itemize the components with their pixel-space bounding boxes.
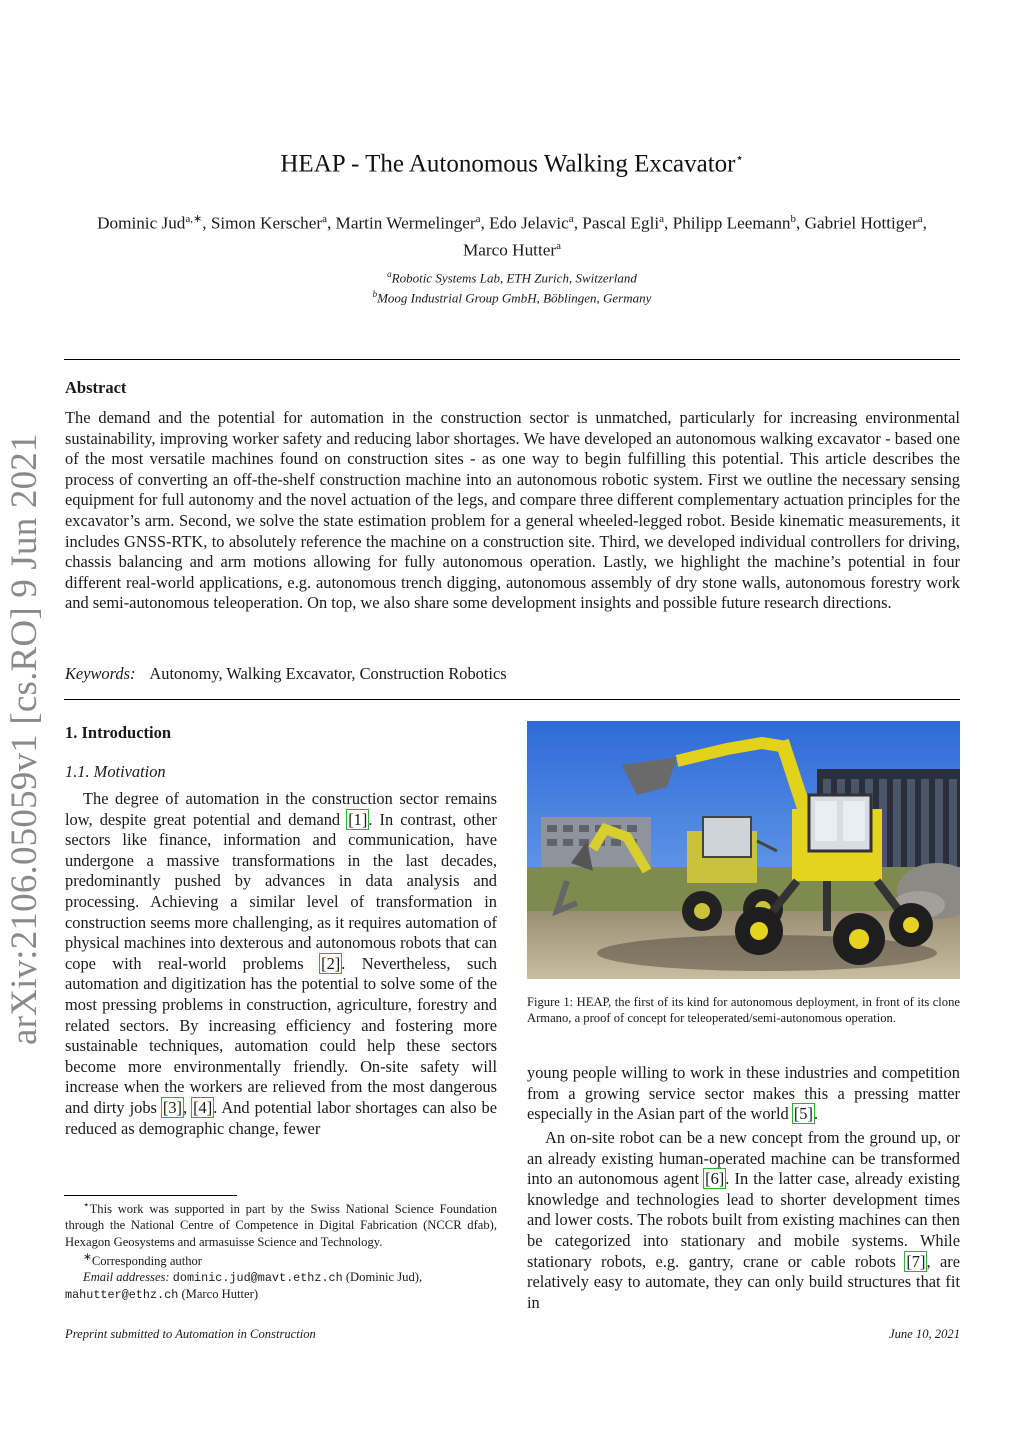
author-separator: , [664,213,673,233]
affiliation-a: $^a$Robotic Systems Lab, ETH Zurich, Switzerland [387,269,637,286]
citation-link[interactable]: [3] [162,1097,182,1117]
author-separator: , [573,213,583,233]
paper-title: HEAP - The Autonomous Walking Excavator⋆ [280,150,744,178]
author-name: Pascal Egli [582,213,660,233]
author-affiliation-mark: a [568,213,574,225]
subsection-heading: 1.1. Motivation [65,762,166,781]
email-link[interactable]: dominic.jud@mavt.ethz.ch [172,1271,343,1286]
author-affiliation-mark: a [659,213,665,225]
right-column-paragraph: An on-site robot can be a new concept from the ground up, or an already existing human-operated machine can be transformed into an autonomous agent [6]. In the latter case, already existing knowledge and technologies lead to shorter development times and lower costs. The robots built from existing machines can then be categorized into stationary and mobile systems. While stationary robots, e.g. gantry, crane or cable robots [7], are relatively easy to automate, they can only build structures that fit in [527,1128,960,1312]
keywords [65,664,507,684]
footer-date: June 10, 2021 [889,1327,960,1341]
figure-caption: Figure 1: HEAP, the first of its kind for autonomous deployment, in front of its clone Armano, a proof of concept for teleoperated/semi-autonomous operation. [527,995,960,1026]
author-affiliation-mark: a [917,213,923,225]
author-separator: , [326,213,336,233]
keywords-text: Autonomy, Walking Excavator, Construction Robotics [149,664,507,683]
funding-footnote: ⋆This work was supported in part by the Swiss National Science Foundation through the National Centre of Competence in Digital Fabrication (NCCR dfab), Hexagon Geosystems and armasuisse Science and Technology. [65,1200,497,1249]
email-footnote: Email addresses: dominic.jud@mavt.ethz.ch (Dominic Jud), [83,1270,423,1286]
citation-link[interactable]: [4] [193,1097,213,1117]
corresponding-author-footnote: ∗Corresponding author [83,1251,202,1268]
citation-link[interactable]: [1] [348,809,368,829]
abstract-divider [64,699,960,700]
citation-link[interactable]: [7] [906,1251,926,1271]
author-affiliation-mark: b [790,213,797,225]
top-divider [64,359,960,360]
affiliations [0,266,1024,307]
right-column-paragraph: young people willing to work in these industries and competition from a growing service sector makes this a pressing matter especially in the Asian part of the world [5]. [527,1063,960,1124]
abstract-heading: Abstract [65,378,127,397]
author-separator: , [796,213,805,233]
arxiv-identifier-stamp: arXiv:2106.05059v1 [cs.RO] 9 Jun 2021 [4,433,45,1045]
author-affiliation-mark: a [475,213,481,225]
author-affiliation-mark: a [556,239,561,252]
citation-link[interactable]: [6] [705,1169,725,1189]
author-separator: , [202,213,211,233]
keywords-label: Keywords: [65,664,136,683]
affiliation-b: $^b$Moog Industrial Group GmbH, Böblingen, Germany [372,289,652,306]
author-name: Philipp Leemann [672,213,791,233]
author-affiliation-mark: a [322,213,327,225]
abstract-body: The demand and the potential for automation in the construction sector is unmatched, particularly for increasing environmental sustainability, improving worker safety and reducing labor shortages. We have developed an autonomous walking excavator - based one of the most versatile machines found on construction sites - as one way to begin fulfilling this potential. This article describes the process of converting an off-the-shelf construction machine into an autonomous robotic system. First we outline the necessary sensing equipment for full autonomy and the novel actuation of the legs, and compare three different complementary actuation principles for the excavator’s arm. Second, we solve the state estimation problem for a general wheeled-legged robot. Beside kinematic measurements, it includes GNSS-RTK, to absolutely reference the machine on a construction site. Third, we developed individual controllers for driving, chassis balancing and arm motions allowing for fully autonomous operation. Lastly, we highlight the machine’s potential in four different real-world applications, e.g. autonomous trench digging, autonomous assembly of dry stone walls, autonomous forestry work and semi-autonomous teleoperation. On top, we also share some development insights and possible future research directions. [65,408,960,613]
footer-preprint-note: Preprint submitted to Automation in Construction [65,1327,316,1341]
author-separator: , [922,213,927,233]
section-heading: 1. Introduction [65,723,172,742]
title-footnote-mark: ⋆ [735,150,744,165]
author-name: Martin Wermelinger [335,213,476,233]
email-footnote-cont: mahutter@ethz.ch (Marco Hutter) [65,1287,259,1303]
email-link[interactable]: mahutter@ethz.ch [65,1288,179,1303]
author-name: Simon Kerscher [210,213,323,233]
citation-link[interactable]: [5] [793,1104,813,1124]
author-affiliation-mark: a,∗ [185,213,203,225]
author-name: Marco Hutter [463,240,557,260]
author-name: Edo Jelavic [489,213,569,233]
author-name: Gabriel Hottiger [804,213,918,233]
author-separator: , [480,213,490,233]
footnote-divider [64,1195,237,1196]
left-column-paragraph: The degree of automation in the construction sector remains low, despite great potential and demand [1]. In contrast, other sectors like finance, information and communication, have undergone a massive transformations in the last decades, predominantly pushed by advances in data analysis and processing. Achieving a similar level of transformation in construction seems more challenging, as it requires automation of physical machines into dexterous and autonomous robots that can cope with real-world problems [2]. Nevertheless, such automation and digitization has the potential to solve some of the most pressing problems in construction, agriculture, forestry and related sectors. By increasing efficiency and fostering more sustainable techniques, automation could help these sectors become more environmentally friendly. On-site safety will increase when the workers are relieved from the most dangerous and dirty jobs [3], [4]. And potential labor shortages can also be reduced as demographic change, fewer [65,789,498,1138]
author-list [80,208,944,261]
citation-link[interactable]: [2] [321,953,341,973]
author-name: Dominic Jud [97,213,186,233]
footnotes [65,1198,497,1304]
figure-photo-excavators [527,721,960,979]
